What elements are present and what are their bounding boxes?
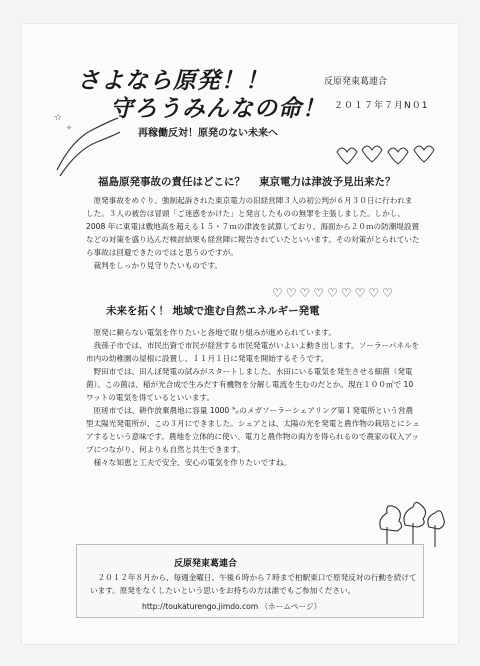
subtitle: 再稼働反対！原発のない未来へ (138, 128, 278, 139)
hearts-row (272, 286, 393, 300)
footer-organization: 反原発東葛連合 (174, 559, 238, 569)
section1-heading-left: 福島原発事故の責任はどこに？ (98, 176, 245, 188)
heart-icon: ♡ (327, 286, 338, 300)
footer-text (90, 572, 420, 598)
heart-icon: ♡ (272, 286, 283, 300)
heart-icon: ♡ (313, 286, 325, 300)
svg-text:✧: ✧ (66, 124, 72, 132)
organization-name: 反原発東葛連合 (324, 77, 388, 87)
section2-body (86, 326, 420, 470)
section2-heading: 未来を拓く！ 地域で進む自然エネルギー発電 (106, 305, 320, 317)
hearts-doodle-icon (332, 140, 442, 168)
section1-paragraph: 裁判をしっかり見守りたいものです。 (93, 261, 223, 271)
footer-url: http://toukaturengo.jimdo.com （ホームページ） (142, 602, 322, 611)
trees-drawing-icon (377, 499, 447, 549)
section2-paragraph: 原発に頼らない電気を作りたいと各地で取り組みが進められています。 (93, 328, 336, 337)
heart-icon: ♡ (299, 286, 311, 300)
section1-heading (98, 174, 410, 189)
svg-text:☆: ☆ (54, 113, 63, 123)
title-line-1: さよなら原発！！ (77, 68, 269, 94)
section1-heading-right: 東京電力は津波予見出来た？ (259, 176, 396, 188)
bleed-through-text (62, 34, 183, 49)
section1-paragraph: 原発事故をめぐり、強制起訴された東京電力の旧経営陣３人の初公判が６月３０日に行われました。３人の被告は冒頭「ご迷惑をかけた」と発言したものの無罪を主張しました。しかし、2008 年に東電は敷地高を超える１５・７ｍの津波を試算しており、海面から２０ｍの防潮堤設置などの対策を盛り込んだ検討結果も経営陣に報告されていたといいます。その対策がとられていたら事故は回避できたのではと思うのですが。 (86, 196, 420, 258)
issue-date: ２０１７年７月N０1 (334, 101, 429, 111)
section2-paragraph: 様々な知恵と工夫で安全、安心の電気を作りたいですね。 (93, 458, 292, 468)
heart-icon: ♡ (285, 286, 297, 300)
footer-paragraph: ２０１２年８月から、毎週金曜日、午後６時から７時まで柏駅東口で原発反対の行動を続けています。原発をなくしたいという思いをお持ちの方は誰でもご参加ください。 (90, 573, 417, 595)
section2-paragraph: 野田市では、田んぼ発電の試みがスタートしました。水田にいる電気を発生させる細菌（発電菌）。この菌は、稲が光合成で生みだす有機物を分解し電流を生むのだとか。現在１００㎡で 10ワットの電気を得ているといいます。 (86, 367, 414, 403)
section2-paragraph: 匝瑳市では、耕作放棄農地に容量 1000 ㌔のメガソーラーシェアリング第１発電所という営農型太陽光発電所が、この３月にできました。シェアとは、太陽の光を発電と農作物の栽培とにシェアするという意味です。農地を立体的に使い、電力と農作物の両方を得られるので農家の収入アップにつながり、何よりも自然と共生できます。 (86, 406, 420, 455)
heart-icon: ♡ (382, 286, 393, 300)
section1-body (86, 194, 420, 272)
section2-paragraph: 我孫子市では、市民出資で市民が経営する市民発電がいよいよ動き出します。ソーラーパネルを市内の幼稚園の屋根に設置し、１１月１日に発電を開始するそうです。 (86, 341, 420, 364)
title-line-2: 守ろうみんなの命！ (110, 96, 326, 122)
heart-icon: ♡ (354, 286, 366, 300)
heart-icon: ♡ (340, 286, 352, 300)
newsletter-page (22, 24, 458, 644)
swirl-doodle-icon (52, 110, 122, 180)
heart-icon: ♡ (368, 286, 380, 300)
